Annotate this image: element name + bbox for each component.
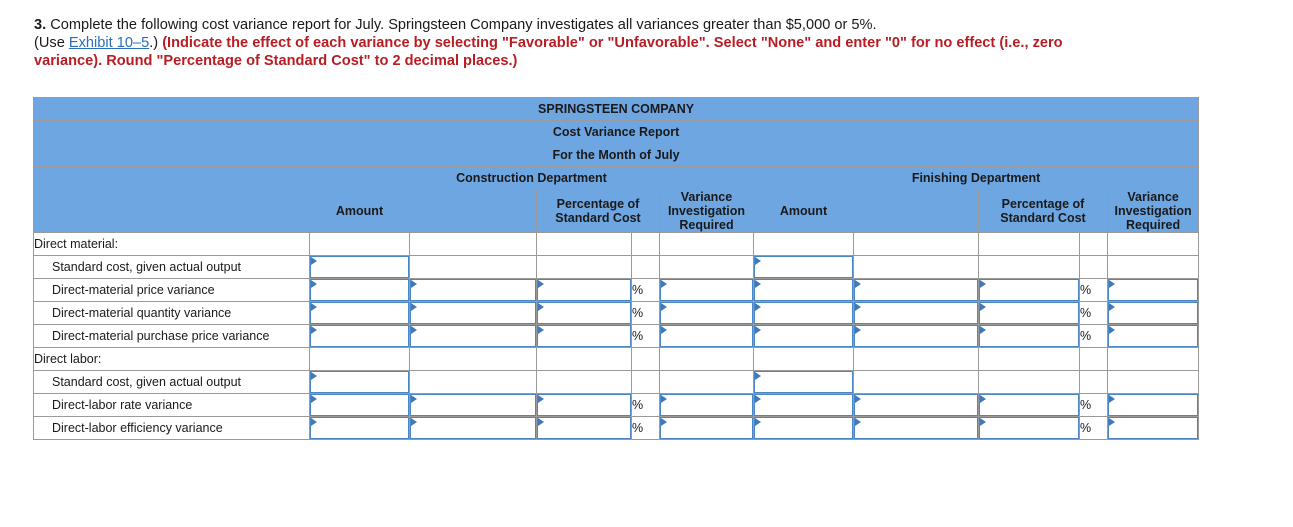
effect-select[interactable] — [854, 325, 978, 347]
percentage-input-field[interactable] — [546, 420, 628, 436]
percentage-input[interactable] — [979, 302, 1079, 324]
pct-header-line2: Standard Cost — [555, 211, 641, 225]
effect-select-field[interactable] — [419, 420, 533, 436]
investigation-select[interactable] — [1108, 325, 1198, 347]
percent-sign: % — [632, 302, 660, 325]
percentage-input[interactable] — [537, 325, 631, 347]
amount-input[interactable] — [310, 302, 409, 324]
investigation-select[interactable] — [660, 325, 753, 347]
amount-input[interactable] — [754, 279, 853, 301]
amount-input-field[interactable] — [319, 328, 406, 344]
amount-input-field[interactable] — [319, 305, 406, 321]
amount-input-field[interactable] — [763, 282, 850, 298]
department-header-row — [34, 167, 1199, 190]
percent-sign: % — [1080, 417, 1108, 440]
amount-input[interactable] — [754, 371, 853, 393]
construction-amount-header: Amount — [310, 190, 410, 233]
percentage-input-field[interactable] — [988, 282, 1076, 298]
effect-select-field[interactable] — [863, 282, 975, 298]
effect-select[interactable] — [854, 279, 978, 301]
row-label: Direct-labor efficiency variance — [34, 417, 310, 440]
percentage-input[interactable] — [979, 279, 1079, 301]
percent-sign: % — [632, 279, 660, 302]
effect-select[interactable] — [854, 417, 978, 439]
effect-select[interactable] — [410, 325, 536, 347]
amount-input[interactable] — [310, 394, 409, 416]
investigation-select-field[interactable] — [669, 397, 750, 413]
report-period-row — [34, 144, 1199, 167]
percent-sign: % — [632, 417, 660, 440]
percentage-input-field[interactable] — [988, 420, 1076, 436]
section-label: Direct material: — [34, 233, 310, 256]
effect-select[interactable] — [410, 417, 536, 439]
investigation-select[interactable] — [1108, 394, 1198, 416]
investigation-select[interactable] — [660, 417, 753, 439]
amount-input[interactable] — [310, 256, 409, 278]
percentage-input-field[interactable] — [546, 397, 628, 413]
report-title-row — [34, 121, 1199, 144]
percentage-input[interactable] — [979, 325, 1079, 347]
section-row-direct-labor — [34, 348, 1199, 371]
row-label: Standard cost, given actual output — [34, 371, 310, 394]
var-header-line3: Required — [1125, 218, 1181, 232]
investigation-select-field[interactable] — [669, 328, 750, 344]
report-company: SPRINGSTEEN COMPANY — [34, 98, 1199, 121]
section-row-direct-material — [34, 233, 1199, 256]
table-row — [34, 256, 1199, 279]
use-suffix: .) — [149, 35, 163, 51]
effect-select[interactable] — [854, 302, 978, 324]
var-header-line2: Investigation — [667, 204, 746, 218]
report-company-row — [34, 98, 1199, 121]
question-prompt — [34, 16, 1134, 70]
report-period: For the Month of July — [34, 144, 1199, 167]
finishing-effect-header — [854, 190, 979, 233]
investigation-select-field[interactable] — [669, 420, 750, 436]
percent-sign: % — [1080, 279, 1108, 302]
amount-input-field[interactable] — [763, 328, 850, 344]
investigation-select[interactable] — [1108, 279, 1198, 301]
effect-select-field[interactable] — [863, 420, 975, 436]
question-instruction: (Indicate the effect of each variance by selecting "Favorable" or "Unfavorable". Select "None" and enter "0" for no effect (i.e., zero variance). Round "Percentage of Standard Cost" to 2 decimal places.) — [34, 35, 1063, 69]
construction-effect-header — [410, 190, 537, 233]
finishing-department-header: Finishing Department — [754, 167, 1199, 190]
effect-select[interactable] — [410, 302, 536, 324]
effect-select-field[interactable] — [863, 305, 975, 321]
pct-header-line2: Standard Cost — [1000, 211, 1086, 225]
amount-input-field[interactable] — [763, 397, 850, 413]
var-header-line3: Required — [679, 218, 734, 232]
table-row — [34, 325, 1199, 348]
row-label: Standard cost, given actual output — [34, 256, 310, 279]
investigation-select-field[interactable] — [1117, 305, 1195, 321]
amount-input[interactable] — [754, 325, 853, 347]
report-title: Cost Variance Report — [34, 121, 1199, 144]
percentage-input[interactable] — [537, 417, 631, 439]
amount-input-field[interactable] — [319, 282, 406, 298]
finishing-amount-header: Amount — [754, 190, 854, 233]
var-header-line1: Variance — [680, 190, 733, 204]
effect-select-field[interactable] — [419, 397, 533, 413]
amount-input[interactable] — [754, 394, 853, 416]
percentage-input[interactable] — [537, 279, 631, 301]
amount-input[interactable] — [754, 302, 853, 324]
investigation-select-field[interactable] — [669, 305, 750, 321]
column-header-row — [34, 190, 1199, 233]
investigation-select-field[interactable] — [1117, 420, 1195, 436]
row-label: Direct-material purchase price variance — [34, 325, 310, 348]
percentage-input-field[interactable] — [546, 305, 628, 321]
percentage-input-field[interactable] — [988, 305, 1076, 321]
row-label: Direct-labor rate variance — [34, 394, 310, 417]
amount-input-field[interactable] — [763, 374, 850, 390]
row-label: Direct-material quantity variance — [34, 302, 310, 325]
effect-select[interactable] — [410, 279, 536, 301]
table-row — [34, 394, 1199, 417]
effect-select[interactable] — [854, 394, 978, 416]
effect-select-field[interactable] — [419, 328, 533, 344]
percent-sign: % — [1080, 325, 1108, 348]
percent-sign: % — [1080, 394, 1108, 417]
amount-input[interactable] — [754, 256, 853, 278]
investigation-select-field[interactable] — [1117, 397, 1195, 413]
pct-header-line1: Percentage of — [1001, 197, 1085, 211]
construction-investigation-header — [660, 190, 754, 233]
investigation-select[interactable] — [1108, 417, 1198, 439]
table-row — [34, 279, 1199, 302]
amount-input-field[interactable] — [319, 259, 406, 275]
table-row — [34, 302, 1199, 325]
column-header-blank — [34, 190, 310, 233]
var-header-line2: Investigation — [1114, 204, 1192, 218]
amount-input[interactable] — [310, 371, 409, 393]
effect-select[interactable] — [410, 394, 536, 416]
percentage-input-field[interactable] — [546, 282, 628, 298]
question-text: Complete the following cost variance report for July. Springsteen Company investigates all variances greater than $5,000 or 5%. — [46, 17, 877, 33]
percentage-input[interactable] — [537, 302, 631, 324]
investigation-select[interactable] — [660, 394, 753, 416]
construction-department-header: Construction Department — [310, 167, 754, 190]
pct-header-line1: Percentage of — [556, 197, 640, 211]
percentage-input[interactable] — [537, 394, 631, 416]
percentage-input-field[interactable] — [988, 328, 1076, 344]
var-header-line1: Variance — [1127, 190, 1179, 204]
amount-input-field[interactable] — [319, 397, 406, 413]
percentage-input-field[interactable] — [546, 328, 628, 344]
effect-select-field[interactable] — [419, 282, 533, 298]
investigation-select[interactable] — [1108, 302, 1198, 324]
investigation-select-field[interactable] — [1117, 282, 1195, 298]
percent-sign: % — [1080, 302, 1108, 325]
amount-input-field[interactable] — [319, 420, 406, 436]
amount-input[interactable] — [310, 325, 409, 347]
amount-input-field[interactable] — [319, 374, 406, 390]
row-label: Direct-material price variance — [34, 279, 310, 302]
department-header-blank — [34, 167, 310, 190]
percentage-input[interactable] — [979, 394, 1079, 416]
cost-variance-report-table — [33, 97, 1199, 440]
amount-input[interactable] — [310, 279, 409, 301]
percentage-input[interactable] — [979, 417, 1079, 439]
percentage-input-field[interactable] — [988, 397, 1076, 413]
investigation-select[interactable] — [660, 302, 753, 324]
exhibit-link[interactable]: Exhibit 10–5 — [68, 35, 150, 51]
amount-input[interactable] — [754, 417, 853, 439]
amount-input-field[interactable] — [763, 420, 850, 436]
percent-sign: % — [632, 325, 660, 348]
investigation-select-field[interactable] — [669, 282, 750, 298]
percent-sign: % — [632, 394, 660, 417]
table-row — [34, 371, 1199, 394]
finishing-investigation-header — [1108, 190, 1199, 233]
effect-select-field[interactable] — [863, 328, 975, 344]
section-label: Direct labor: — [34, 348, 310, 371]
table-row — [34, 417, 1199, 440]
investigation-select-field[interactable] — [1117, 328, 1195, 344]
amount-input[interactable] — [310, 417, 409, 439]
investigation-select[interactable] — [660, 279, 753, 301]
question-number: 3. — [34, 17, 47, 33]
construction-percentage-header — [537, 190, 660, 233]
amount-input-field[interactable] — [763, 305, 850, 321]
effect-select-field[interactable] — [863, 397, 975, 413]
effect-select-field[interactable] — [419, 305, 533, 321]
finishing-percentage-header — [979, 190, 1108, 233]
use-prefix: (Use — [34, 35, 69, 51]
amount-input-field[interactable] — [763, 259, 850, 275]
